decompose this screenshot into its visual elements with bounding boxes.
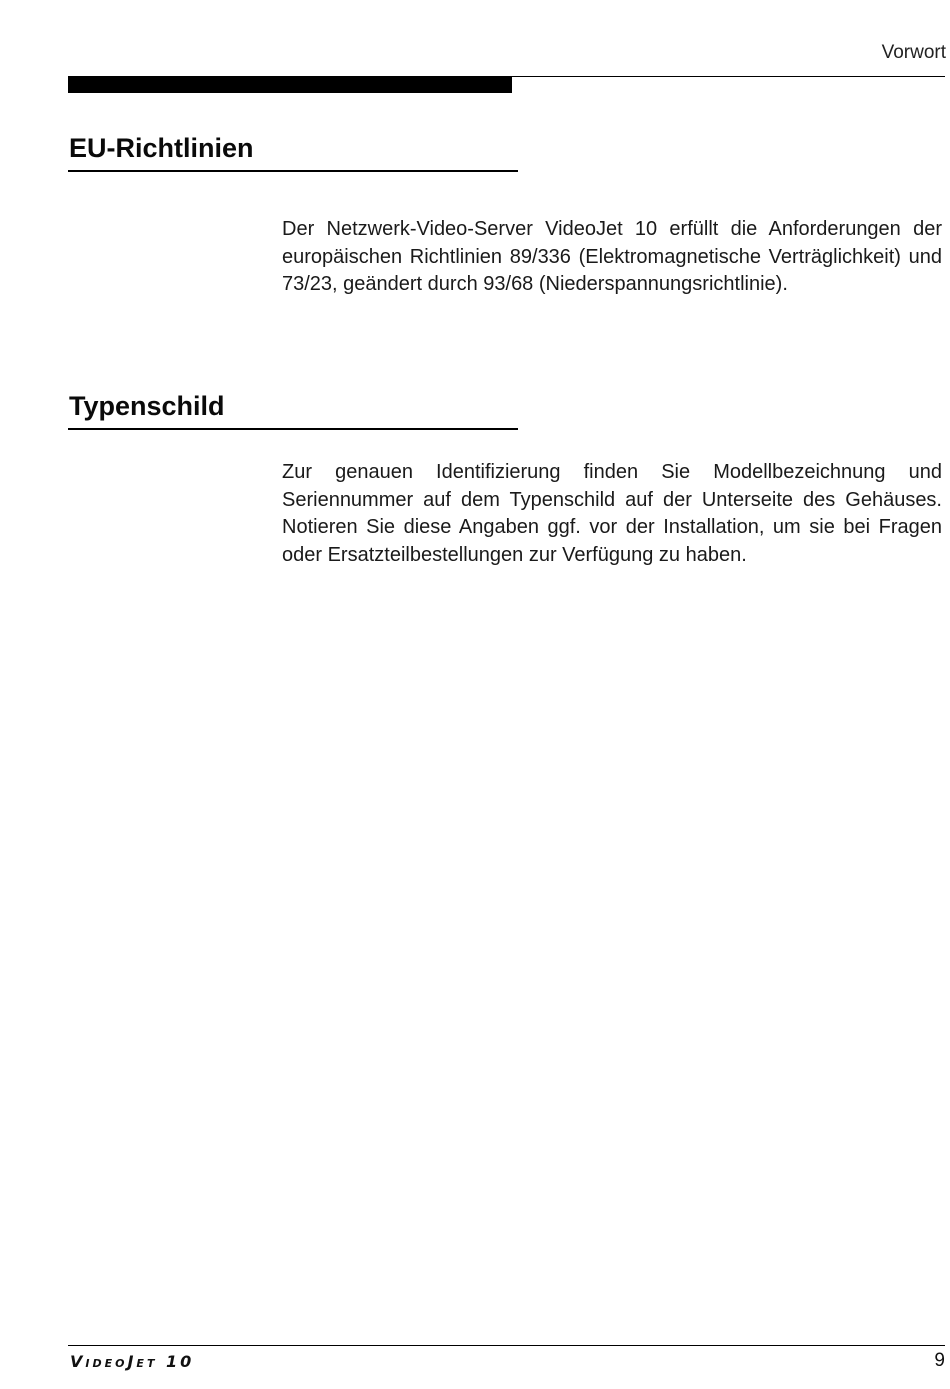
section-heading: Typenschild — [69, 391, 225, 421]
section-body: Zur genauen Identifizierung finden Sie Modellbezeichnung und Seriennummer auf dem Typenschild auf der Unterseite des Gehäuses. Notieren Sie diese Angaben ggf. vor der Installation, um sie bei Fragen oder Ersatzteilbestellungen zur Verfügung zu haben. — [282, 461, 942, 566]
footer-page-number: 9 — [934, 1350, 945, 1371]
section-body: Der Netzwerk-Video-Server VideoJet 10 erfüllt die Anforderungen der europäischen Richtlinien 89/336 (Elektromagnetische Verträglichkeit) und 73/23, geändert durch 93/68 (Niederspannungsrichtlinie). — [282, 218, 942, 295]
footer-rule — [68, 1345, 945, 1346]
header-section-title: Vorwort — [881, 42, 946, 63]
header-thick-bar — [68, 76, 512, 93]
footer-product-logo: VideoJet 10 — [70, 1352, 195, 1371]
section-heading: EU-Richtlinien — [69, 133, 254, 163]
heading-rule — [68, 428, 518, 430]
heading-rule — [68, 170, 518, 172]
header-thin-rule — [512, 76, 945, 77]
